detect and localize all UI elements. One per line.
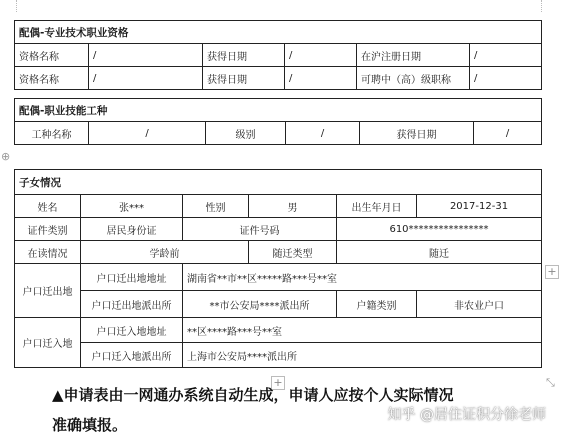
cell-label: 获得日期 <box>360 122 474 145</box>
cell-label: 资格名称 <box>15 67 89 90</box>
table-move-handle-icon[interactable]: ⊕ <box>1 150 11 163</box>
cell-value[interactable]: 学龄前 <box>81 241 249 264</box>
spouse-skill-table <box>14 98 542 145</box>
cell-value[interactable]: **市公安局****派出所 <box>183 291 337 318</box>
table-row <box>15 99 542 122</box>
section-title: 配偶-专业技术职业资格 <box>15 21 542 44</box>
cell-value[interactable]: 湖南省**市**区*****路***号**室 <box>183 264 542 291</box>
table-row <box>15 67 542 90</box>
cell-value[interactable]: **区****路***号**室 <box>183 318 542 343</box>
cell-label: 可聘中（高）级职称 <box>357 67 470 90</box>
cell-value[interactable]: 随迁 <box>337 241 542 264</box>
cell-label: 户口迁入地 <box>15 318 81 368</box>
cell-label: 户口迁入地派出所 <box>81 343 183 368</box>
table-row <box>15 291 542 318</box>
cell-value[interactable]: 610**************** <box>337 218 542 241</box>
page-margin-guide <box>16 0 17 12</box>
cell-value[interactable]: / <box>470 67 542 90</box>
cell-label: 获得日期 <box>203 44 285 67</box>
cell-value[interactable]: 上海市公安局****派出所 <box>183 343 542 368</box>
cell-label: 户口迁出地地址 <box>81 264 183 291</box>
cell-label: 随迁类型 <box>249 241 337 264</box>
cell-label: 在读情况 <box>15 241 81 264</box>
table-row <box>15 170 542 195</box>
note-line-1: ▲申请表由一网通办系统自动生成，申请人应按个人实际情况 <box>52 386 454 404</box>
children-table-box <box>14 169 542 368</box>
cell-value[interactable]: / <box>89 122 206 145</box>
cell-label: 获得日期 <box>203 67 285 90</box>
cell-label: 户籍类别 <box>337 291 417 318</box>
table-row <box>15 44 542 67</box>
add-row-icon[interactable]: + <box>271 376 285 390</box>
table-row <box>15 21 542 44</box>
cell-label: 工种名称 <box>15 122 89 145</box>
table-row <box>15 241 542 264</box>
cell-label: 户口迁出地 <box>15 264 81 318</box>
cell-label: 级别 <box>206 122 286 145</box>
table-row <box>15 195 542 218</box>
table-row <box>15 122 542 145</box>
table-row <box>15 318 542 343</box>
cell-value[interactable]: 男 <box>249 195 337 218</box>
cell-value[interactable]: 2017-12-31 <box>417 195 542 218</box>
cell-value[interactable]: / <box>89 67 203 90</box>
add-column-icon[interactable]: + <box>545 265 559 279</box>
section-title: 配偶-职业技能工种 <box>15 99 542 122</box>
watermark: 知乎 @居住证积分徐老师 <box>387 407 546 423</box>
cell-value[interactable]: 非农业户口 <box>417 291 542 318</box>
cell-value[interactable]: / <box>285 67 357 90</box>
cell-label: 证件类别 <box>15 218 81 241</box>
table-resize-icon[interactable]: ⤡ <box>546 376 555 389</box>
note-line-2: 准确填报。 <box>52 416 128 434</box>
cell-value[interactable]: / <box>474 122 542 145</box>
cell-label: 出生年月日 <box>337 195 417 218</box>
cell-label: 资格名称 <box>15 44 89 67</box>
cell-label: 性别 <box>183 195 249 218</box>
cell-label: 姓名 <box>15 195 81 218</box>
cell-value[interactable]: / <box>470 44 542 67</box>
cell-value[interactable]: / <box>285 44 357 67</box>
cell-value[interactable]: 居民身份证 <box>81 218 183 241</box>
page-margin-guide <box>541 0 542 12</box>
cell-label: 证件号码 <box>183 218 337 241</box>
cell-label: 户口迁出地派出所 <box>81 291 183 318</box>
spouse-skill-table-box <box>14 98 542 145</box>
section-title: 子女情况 <box>15 170 542 195</box>
cell-value[interactable]: / <box>89 44 203 67</box>
cell-value[interactable]: / <box>286 122 360 145</box>
cell-value[interactable]: 张*** <box>81 195 183 218</box>
cell-label: 在沪注册日期 <box>357 44 470 67</box>
table-row <box>15 218 542 241</box>
children-table <box>14 169 542 368</box>
spouse-cert-table-box <box>14 20 542 90</box>
table-row <box>15 264 542 291</box>
table-row <box>15 343 542 368</box>
spouse-cert-table <box>14 20 542 90</box>
cell-label: 户口迁入地地址 <box>81 318 183 343</box>
